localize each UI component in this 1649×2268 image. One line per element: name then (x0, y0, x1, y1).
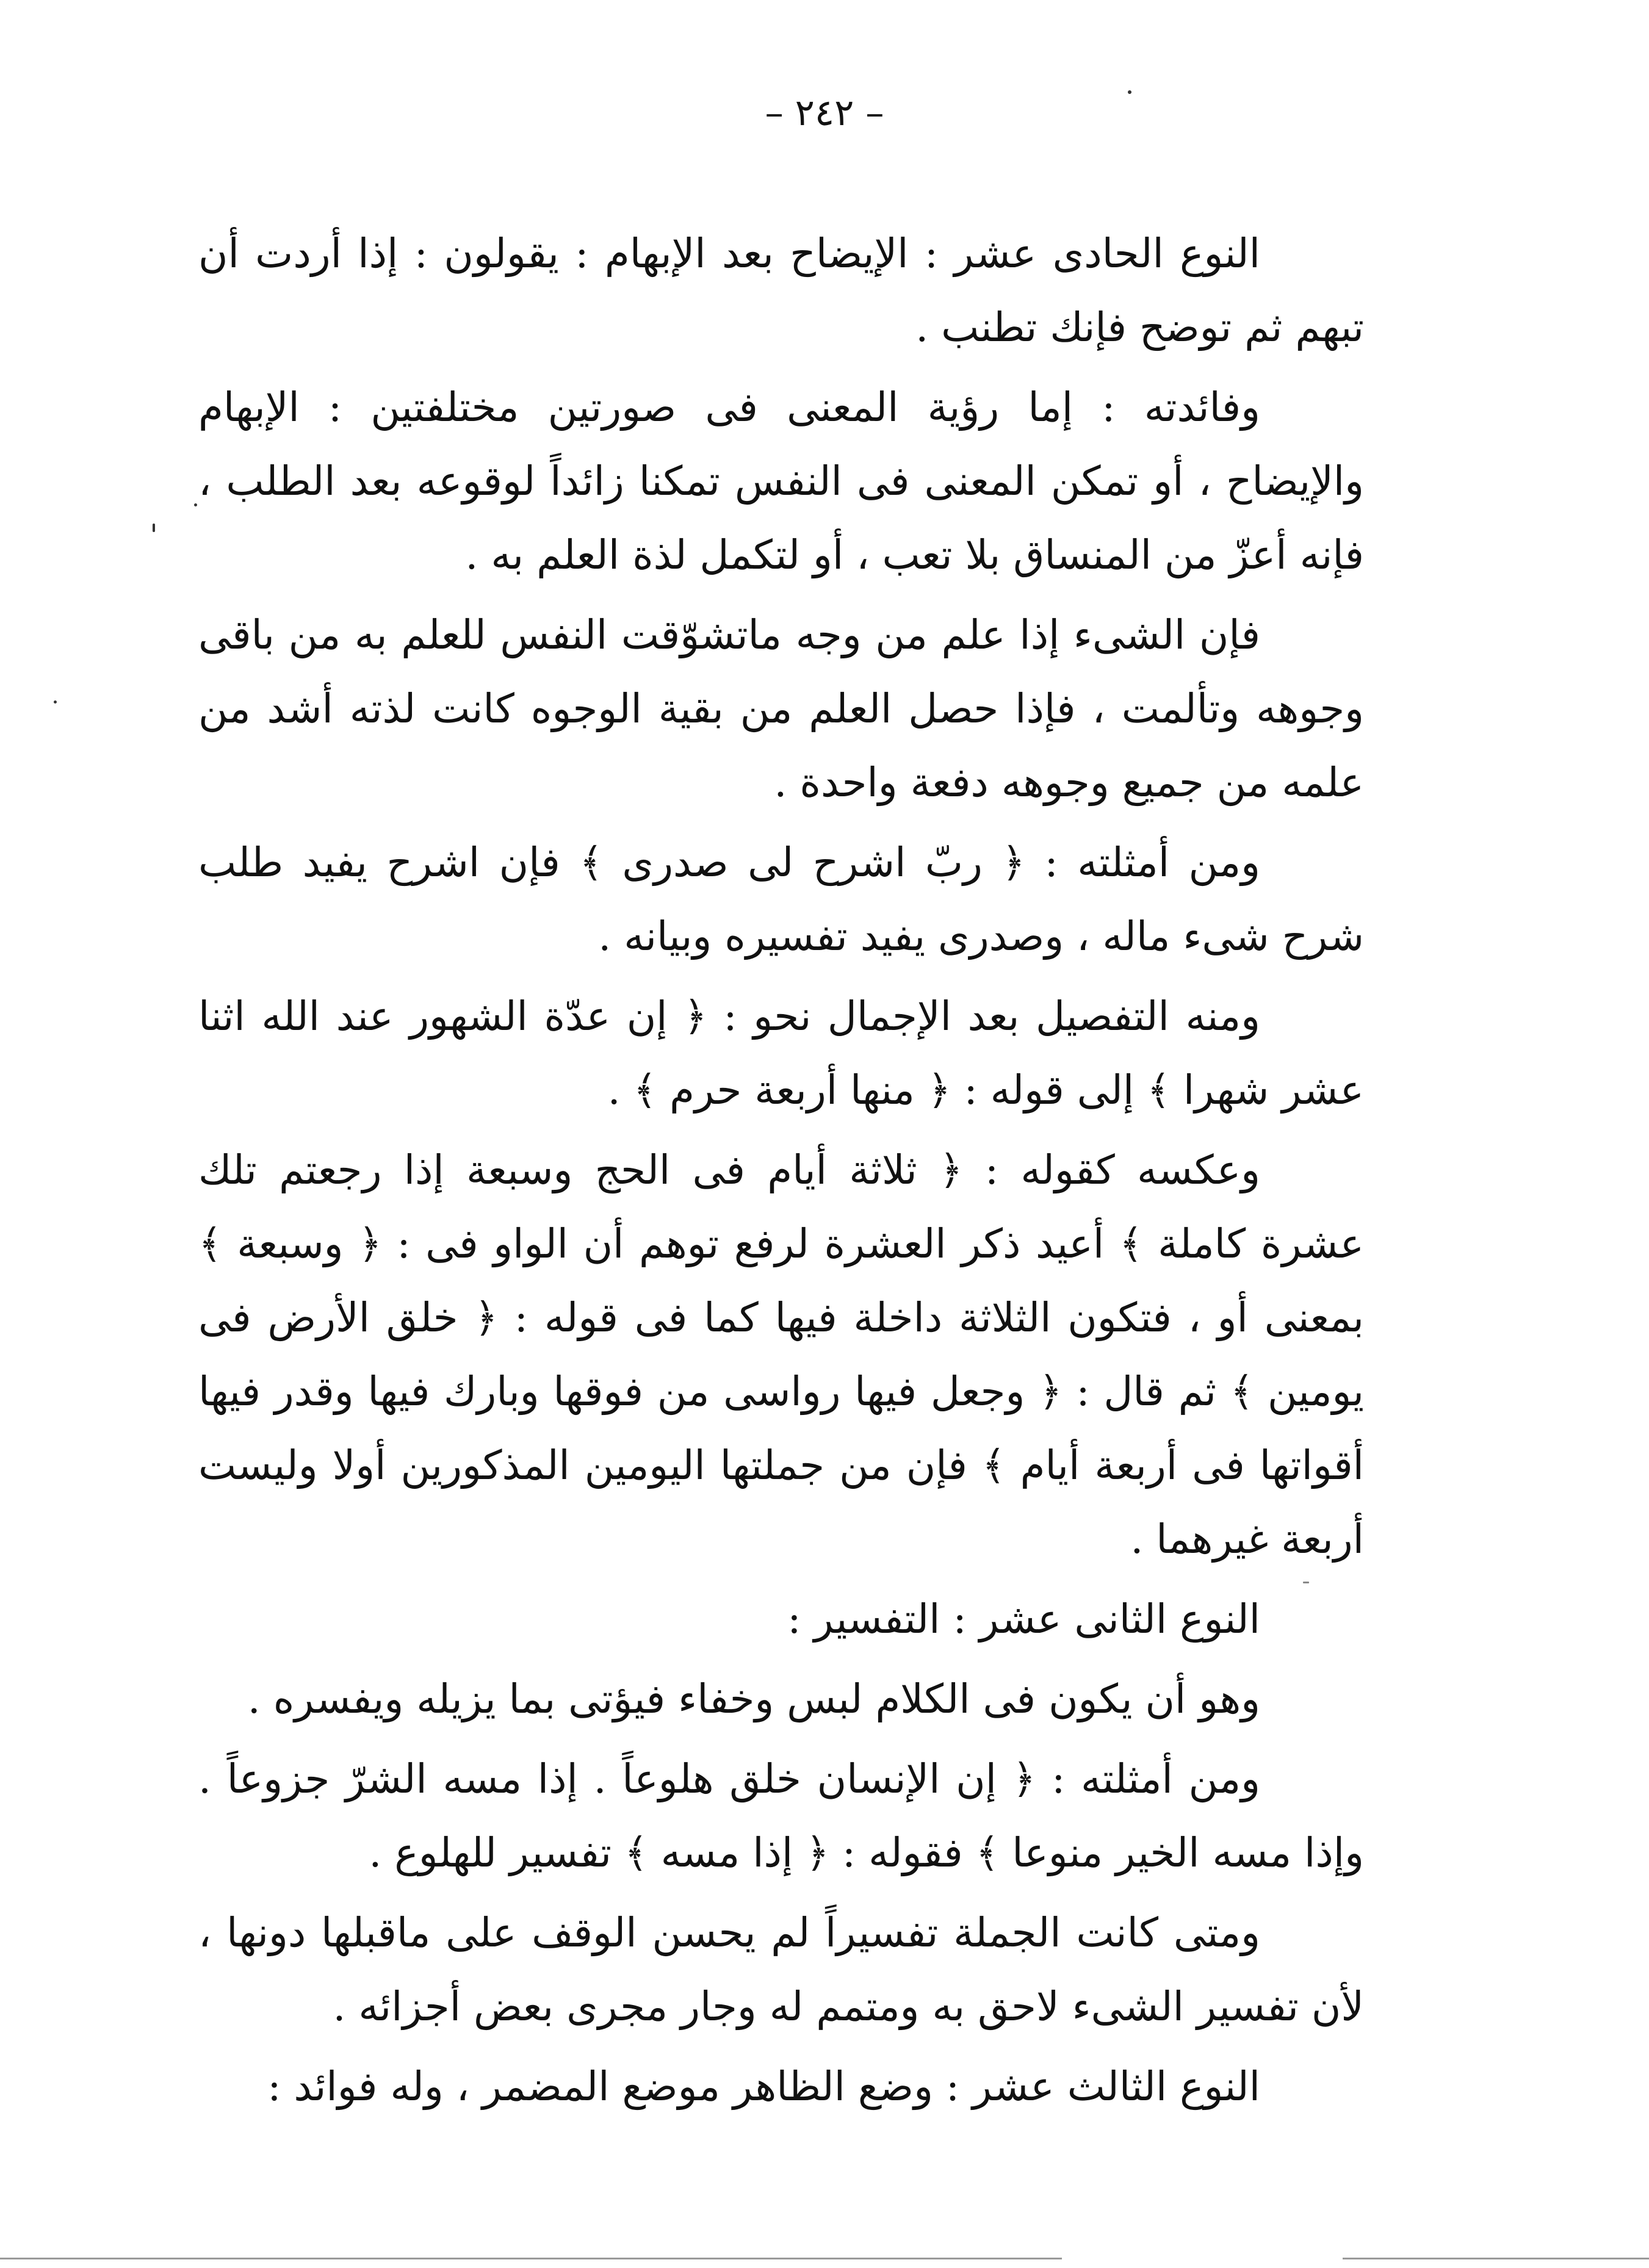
paragraph: ومن أمثلته : ﴿ إن الإنسان خلق هلوعاً . إذا مسه الشرّ جزوعاً . وإذا مسه الخير منوعا ﴾ فقوله : ﴿ إذا مسه ﴾ تفسير للهلوع . (198, 1755, 1364, 1876)
body-text (198, 217, 1364, 2129)
paragraph: فإن الشىء إذا علم من وجه ماتشوّقت النفس للعلم به من باقى وجوهه وتألمت ، فإذا حصل العلم من بقية الوجوه كانت لذته أشد من علمه من جميع وجوهه دفعة واحدة . (198, 611, 1364, 806)
scan-speck (54, 700, 57, 704)
paragraph: ومتى كانت الجملة تفسيراً لم يحسن الوقف على ماقبلها دونها ، لأن تفسير الشىء لاحق به ومتمم له وجار مجرى بعض أجزائه . (198, 1909, 1364, 2030)
paragraph: وفائدته : إما رؤية المعنى فى صورتين مختلفتين : الإبهام والإيضاح ، أو تمكن المعنى فى النفس تمكنا زائداً لوقوعه بعد الطلب ، فإنه أعزّ من المنساق بلا تعب ، أو لتكمل لذة العلم به . (198, 384, 1364, 578)
paragraph: وهو أن يكون فى الكلام لبس وخفاء فيؤتى بما يزيله ويفسره . (247, 1676, 1260, 1723)
paragraph: وعكسه كقوله : ﴿ ثلاثة أيام فى الحج وسبعة إذا رجعتم تلك عشرة كاملة ﴾ أعيد ذكر العشرة لرفع توهم أن الواو فى : ﴿ وسبعة ﴾ بمعنى أو ، فتكون الثلاثة داخلة فيها كما فى قوله : ﴿ خلق الأرض فى يومين ﴾ ثم قال : ﴿ وجعل فيها رواسى من فوقها وبارك فيها وقدر فيها أقواتها فى أربعة أيام ﴾ فإن من جملتها اليومين المذكورين أولا وليست أربعة غيرهما . (198, 1147, 1364, 1563)
page-number: – ٢٤٢ – (765, 92, 884, 134)
scan-speck (1128, 90, 1131, 94)
page-bottom-rule-right (1343, 2258, 1649, 2259)
scan-speck (194, 503, 197, 506)
scan-speck (1303, 1582, 1309, 1583)
paragraph: ومن أمثلته : ﴿ ربّ اشرح لى صدرى ﴾ فإن اشرح يفيد طلب شرح شىء ماله ، وصدرى يفيد تفسيره وبيانه . (198, 839, 1364, 960)
paragraph: النوع الحادى عشر : الإيضاح بعد الإبهام : يقولون : إذا أردت أن تبهم ثم توضح فإنك تطنب . (198, 230, 1364, 351)
page-bottom-rule-left (0, 2258, 1062, 2259)
scan-speck (153, 524, 155, 532)
paragraph: ومنه التفصيل بعد الإجمال نحو : ﴿ إن عدّة الشهور عند الله اثنا عشر شهرا ﴾ إلى قوله : ﴿ منها أربعة حرم ﴾ . (198, 993, 1364, 1114)
section-heading: النوع الثانى عشر : التفسير : (787, 1596, 1260, 1643)
section-heading: النوع الثالث عشر : وضع الظاهر موضع المضمر ، وله فوائد : (267, 2063, 1260, 2110)
